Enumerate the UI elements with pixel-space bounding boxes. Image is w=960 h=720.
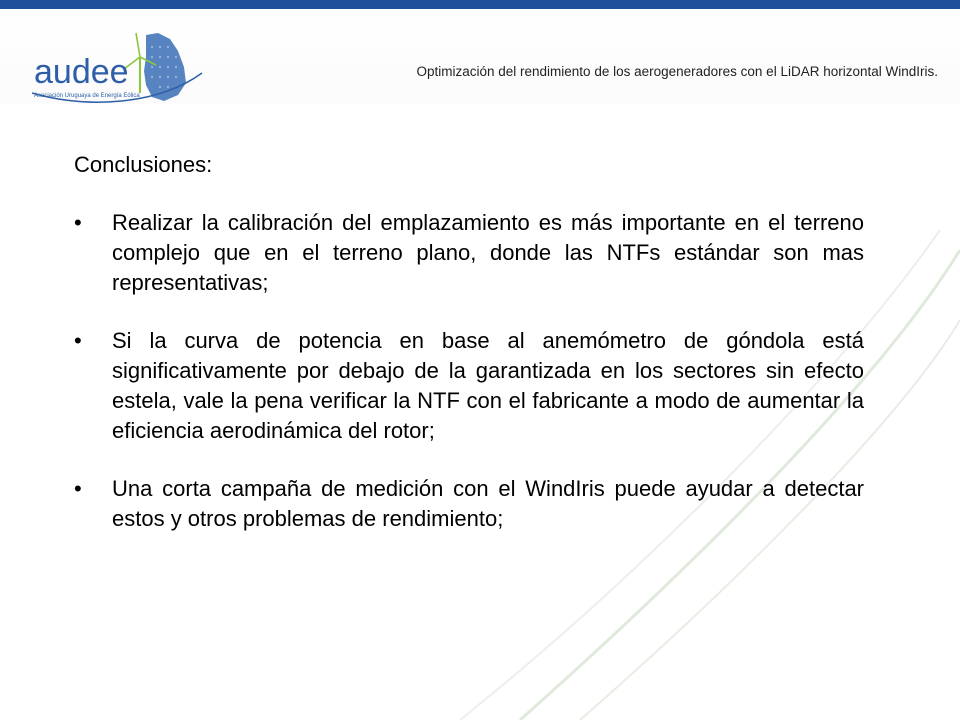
- svg-text:audee: audee: [34, 53, 129, 91]
- conclusions-list: [74, 208, 864, 534]
- bullet-icon: •: [74, 210, 82, 235]
- bullet-text: Si la curva de potencia en base al anemómetro de góndola está significativamente por debajo de la garantizada en los sectores sin efecto estela, vale la pena verificar la NTF con el fabricante a modo de aumentar la eficiencia aerodinámica del rotor;: [112, 328, 864, 443]
- svg-text:Asociación Uruguaya de Energía: Asociación Uruguaya de Energía Eólica: [34, 93, 140, 99]
- bullet-text: Realizar la calibración del emplazamiento es más importante en el terreno complejo que en el terreno plano, donde las NTFs estándar son mas representativas;: [112, 210, 864, 295]
- presentation-title: Optimización del rendimiento de los aerogeneradores con el LiDAR horizontal WindIris.: [416, 64, 938, 79]
- list-item: [74, 474, 864, 534]
- bullet-text: Una corta campaña de medición con el WindIris puede ayudar a detectar estos y otros problemas de rendimiento;: [112, 476, 864, 531]
- bullet-icon: •: [74, 476, 82, 501]
- slide-header: [0, 9, 960, 104]
- slide-content: [74, 150, 864, 562]
- conclusions-heading: Conclusiones:: [74, 152, 213, 177]
- bullet-icon: •: [74, 328, 82, 353]
- list-item: [74, 208, 864, 298]
- list-item: [74, 326, 864, 446]
- audee-logo: [28, 27, 208, 107]
